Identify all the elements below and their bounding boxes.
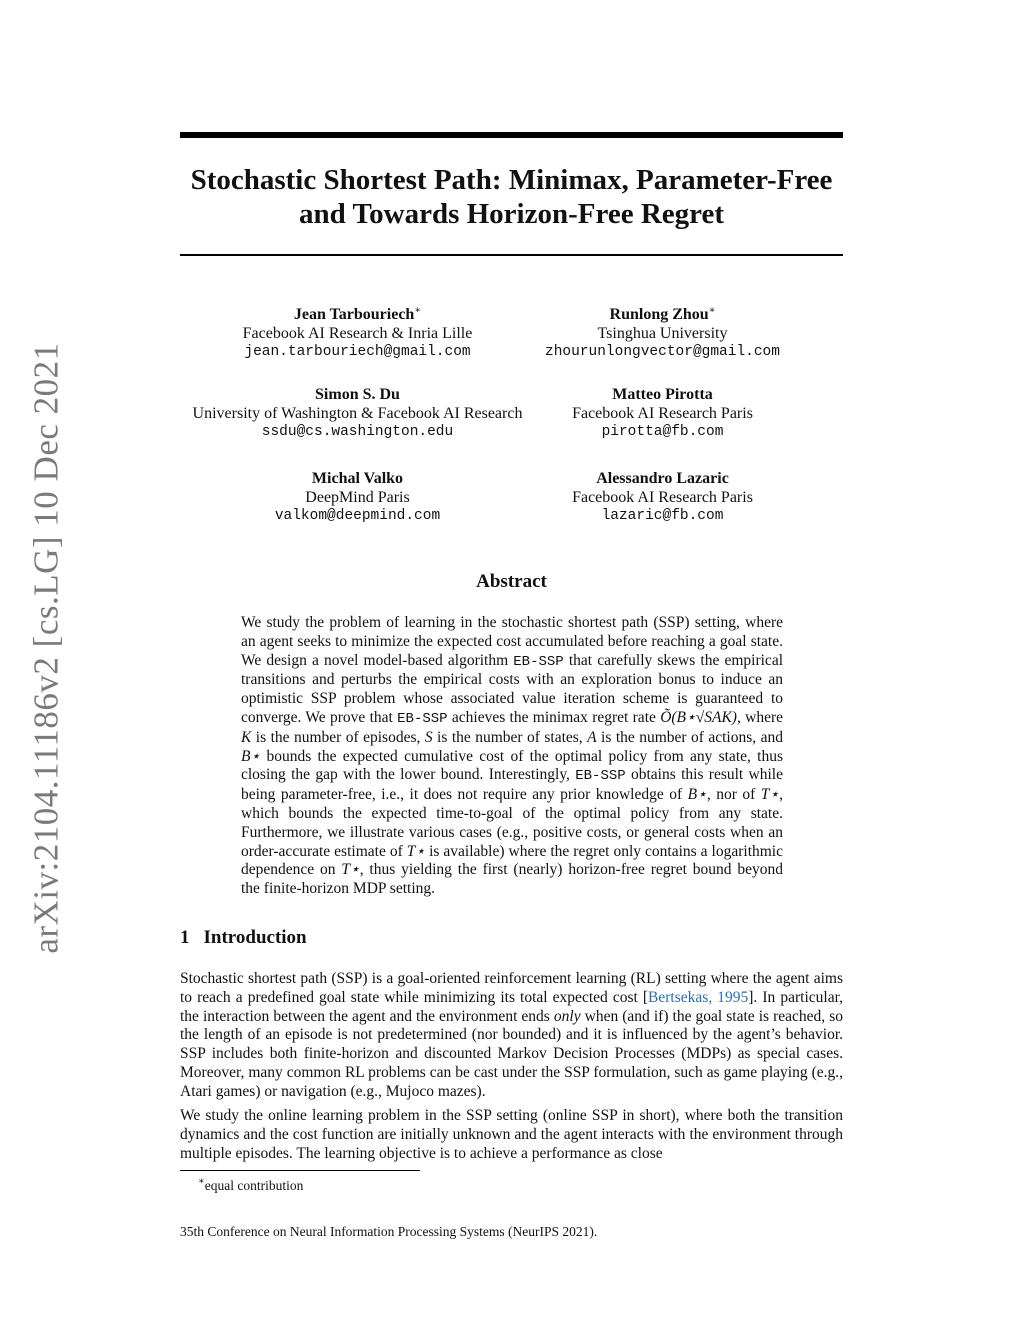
intro-paragraph-1	[180, 970, 843, 1102]
math-symbol: A	[587, 728, 597, 746]
abstract-body	[241, 614, 783, 899]
arxiv-identifier-sidebar	[22, 341, 72, 954]
title-rule-bottom	[180, 254, 843, 256]
abstract-text: , which bounds the expected time-to-goal of the optimal policy from any state. Furthermore, we illustrate various cases (e.g., positive costs, or general costs when an order-accurate estimate of	[241, 786, 783, 860]
author-block-5	[180, 469, 535, 526]
abstract-text: achieves the minimax regret rate	[447, 708, 661, 726]
algorithm-name: EB-SSP	[513, 653, 564, 670]
author-affiliation: University of Washington & Facebook AI Research	[192, 405, 523, 422]
math-symbol: B⋆	[241, 747, 261, 765]
abstract-text: bounds the expected cumulative cost of the optimal policy from any state, thus closing the gap with the lower bound. Interestingly,	[241, 747, 783, 784]
math-symbol: T⋆	[760, 786, 780, 804]
footnote-mark: ∗	[198, 1176, 205, 1187]
citation-separator: ,	[708, 988, 718, 1006]
author-affiliation: Facebook AI Research & Inria Lille	[242, 325, 473, 342]
author-email: jean.tarbouriech@gmail.com	[244, 344, 471, 360]
arxiv-identifier-text: arXiv:2104.11186v2 [cs.LG] 10 Dec 2021	[27, 341, 67, 954]
abstract-text: , thus yielding the first (nearly) horizon-free regret bound beyond the finite-horizon MDP setting.	[241, 861, 784, 898]
section-heading-introduction	[180, 927, 307, 949]
paper-title: Stochastic Shortest Path: Minimax, Parameter-Free and Towards Horizon-Free Regret	[190, 164, 833, 230]
author-email: ssdu@cs.washington.edu	[261, 424, 454, 440]
author-block-2	[535, 301, 790, 362]
math-symbol: S	[424, 728, 433, 746]
abstract-text: We study the problem of learning in the stochastic shortest path (SSP) setting, where an agent seeks to minimize the expected cost accumulated before reaching a goal state. We design a novel model-based algorithm	[241, 614, 783, 669]
abstract-text: , nor of	[706, 786, 761, 804]
intro-paragraph-2: We study the online learning problem in the SSP setting (online SSP in short), where both the transition dynamics and the cost function are initially unknown and the agent interacts with the environment through multiple episodes. The learning objective is to achieve a performance as close	[180, 1107, 843, 1162]
abstract-heading: Abstract	[476, 571, 547, 592]
algorithm-name: EB-SSP	[397, 710, 448, 727]
abstract-text: is the number of actions, and	[596, 728, 783, 746]
footnote	[198, 1176, 303, 1194]
author-name: Jean Tarbouriech	[293, 306, 415, 323]
author-affiliation: DeepMind Paris	[305, 489, 410, 506]
title-rule-top	[180, 132, 843, 138]
equal-contribution-mark: ∗	[414, 305, 422, 316]
emphasis-text: only	[553, 1007, 581, 1025]
author-email: zhourunlongvector@gmail.com	[545, 344, 780, 360]
math-symbol: T⋆	[341, 861, 360, 879]
author-name: Matteo Pirotta	[612, 386, 713, 403]
abstract-text: is the number of states,	[432, 728, 588, 746]
footnote-text: equal contribution	[204, 1178, 304, 1193]
author-block-6	[535, 469, 790, 526]
author-email: pirotta@fb.com	[601, 424, 724, 440]
abstract-text: that carefully skews the empirical transitions and perturbs the empirical costs with an exploration bonus to induce an optimistic SSP problem whose associated value iteration scheme is guaranteed to converge. We prove that	[241, 651, 784, 726]
conference-venue: 35th Conference on Neural Information Processing Systems (NeurIPS 2021).	[180, 1224, 598, 1239]
author-email: valkom@deepmind.com	[274, 508, 441, 524]
intro-text: when (and if) the goal state is reached, so the length of an episode is not predetermined (nor bounded) and it is influenced by the agent’s behavior. SSP includes both finite-horizon and discounted Markov Decision Processes (MDPs) as special cases. Moreover, many common RL problems can be cast under the SSP formulation, such as game playing (e.g., Atari games) or navigation (e.g., Mujoco mazes).	[180, 1007, 843, 1100]
author-block-1	[180, 301, 535, 362]
intro-text: ]. In particular, the interaction between the agent and the environment ends	[180, 988, 843, 1025]
footnote-rule	[180, 1170, 420, 1171]
algorithm-name: EB-SSP	[575, 768, 626, 785]
section-number: 1	[180, 927, 190, 948]
author-block-3	[180, 385, 535, 442]
author-affiliation: Facebook AI Research Paris	[572, 405, 753, 422]
citation-year[interactable]: 1995	[717, 988, 749, 1006]
author-affiliation: Tsinghua University	[597, 325, 728, 342]
section-title: Introduction	[203, 927, 307, 948]
math-symbol: B⋆	[687, 786, 707, 804]
abstract-text: is available) where the regret only contains a logarithmic dependence on	[241, 842, 783, 879]
author-affiliation: Facebook AI Research Paris	[572, 489, 753, 506]
math-symbol: K	[241, 728, 252, 746]
regret-rate-formula: Õ(B⋆√SAK)	[660, 708, 737, 726]
intro-text: Stochastic shortest path (SSP) is a goal-oriented reinforcement learning (RL) setting where the agent aims to reach a predefined goal state while minimizing its total expected cost [	[180, 970, 843, 1006]
citation-author[interactable]: Bertsekas	[648, 988, 709, 1006]
author-email: lazaric@fb.com	[601, 508, 724, 524]
abstract-text: is the number of episodes,	[251, 728, 425, 746]
math-symbol: T⋆	[406, 842, 426, 860]
equal-contribution-mark: ∗	[708, 305, 716, 316]
author-block-4	[535, 385, 790, 442]
author-name: Runlong Zhou	[609, 306, 709, 323]
citation-link[interactable]	[648, 989, 748, 1006]
abstract-text: , where	[736, 708, 783, 726]
author-name: Michal Valko	[311, 470, 404, 487]
abstract-text: obtains this result while being parameter-free, i.e., it does not require any prior knowledge of	[241, 766, 783, 804]
author-name: Simon S. Du	[315, 386, 400, 403]
author-name: Alessandro Lazaric	[596, 470, 729, 487]
